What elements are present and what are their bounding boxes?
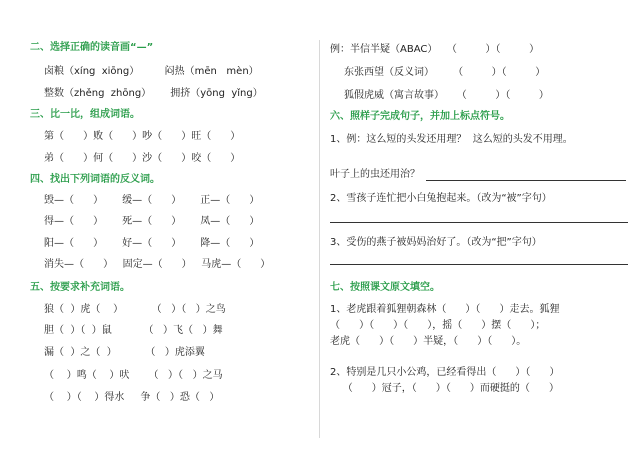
sentence-example: 1、例：这么短的头发还用理？ 这么短的头发不用理。	[330, 134, 573, 145]
column-divider	[319, 40, 320, 438]
antonym-row-3: 阳—（ ） 好—（ ） 降—（ ）	[44, 238, 260, 249]
idiom-row-2: 胆（ ）（ ）鼠 （ ）飞（ ）舞	[44, 325, 223, 336]
pattern-row-1: 例：半信半疑（ABAC） （ ）（ ）	[330, 44, 540, 55]
sentence-q3: 3、受伤的燕子被妈妈治好了。（改为“把”字句）	[330, 237, 542, 248]
idiom-row-4: （ ）鸣（ ）吠 （ ）（ ）之马	[44, 370, 223, 381]
compare-row-2: 弟（ ）何（ ）沙（ ）咬（ ）	[44, 153, 241, 164]
pattern-row-2: 东张西望（反义词） （ ）（ ）	[344, 67, 546, 78]
section7-title: 七、按照课文原文填空。	[330, 282, 440, 293]
antonym-row-2: 得—（ ） 死—（ ） 凤—（ ）	[44, 216, 260, 227]
idiom-row-1: 狼（ ）虎（ ） （ ）（ ）之鸟	[44, 304, 226, 315]
pinyin-row-1: 卤粮（xíng xiōng） 闷热（mēn mèn）	[44, 66, 259, 77]
answer-line[interactable]	[330, 264, 628, 265]
compare-row-1: 第（ ）败（ ）吵（ ）旺（ ）	[44, 131, 241, 142]
sentence-q1: 叶子上的虫还用治？	[330, 169, 420, 180]
passage1-line2: （ ）（ ）（ ），摇（ ）摆（ ）；	[330, 320, 546, 331]
antonym-row-4: 消失—（ ） 固定—（ ） 马虎—（ ）	[44, 259, 271, 270]
answer-line[interactable]	[426, 180, 626, 181]
section6-title: 六、照样子完成句子，并加上标点符号。	[330, 111, 510, 122]
passage2-line2: （ ）冠子，（ ）（ ）而硬挺的（ ）	[330, 383, 560, 394]
antonym-row-1: 毁—（ ） 缓—（ ） 正—（ ）	[44, 195, 260, 206]
pinyin-row-2: 整数（zhěng zhōng） 拥挤（yōng yǐng）	[44, 88, 263, 99]
section5-title: 五、按要求补充词语。	[30, 282, 130, 293]
pattern-row-3: 狐假虎威（寓言故事） （ ）（ ）	[344, 90, 549, 101]
passage1-line1: 1、老虎跟着狐狸朝森林（ ）（ ）走去。狐狸	[330, 304, 560, 315]
idiom-row-3: 漏（ ）之（ ） （ ）虎添翼	[44, 347, 205, 358]
passage1-line3: 老虎（ ）（ ）半疑，（ ）（ ）。	[330, 336, 527, 347]
idiom-row-5: （ ）（ ）得水 争（ ）恐（ ）	[44, 392, 220, 403]
section2-title: 二、选择正确的读音画“—”	[30, 42, 154, 53]
sentence-q2: 2、雪孩子连忙把小白兔抱起来。（改为“被”字句）	[330, 193, 552, 204]
passage2-line1: 2、特别是几只小公鸡，已经看得出（ ）（ ）	[330, 367, 560, 378]
section3-title: 三、比一比，组成词语。	[30, 109, 140, 120]
answer-line[interactable]	[330, 222, 628, 223]
section4-title: 四、找出下列词语的反义词。	[30, 174, 160, 185]
